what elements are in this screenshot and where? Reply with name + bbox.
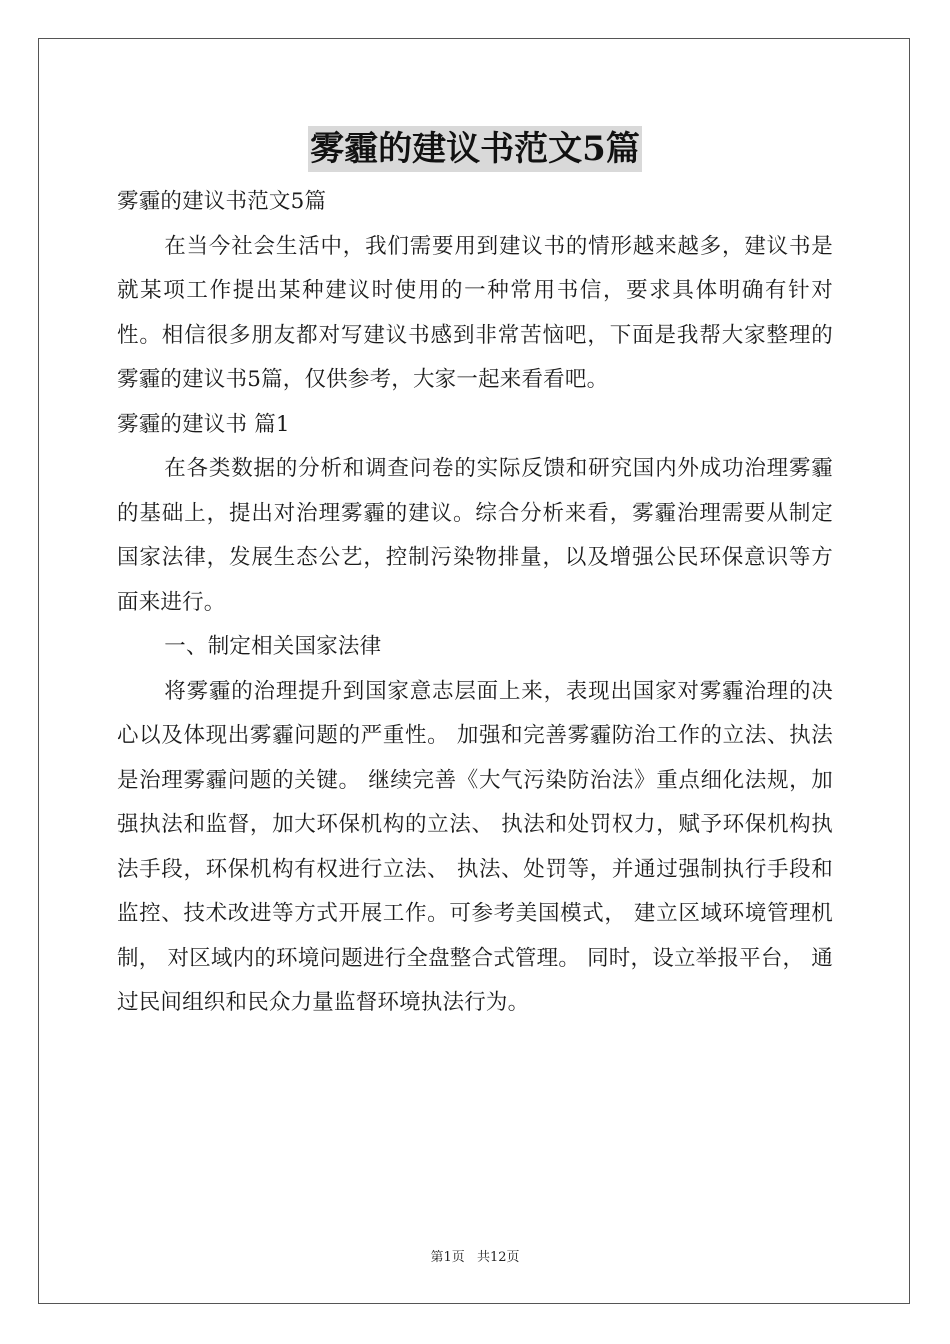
- subsection-heading: 一、制定相关国家法律: [164, 634, 382, 659]
- title-container: [0, 126, 950, 172]
- current-page-number: 第1页: [430, 1250, 465, 1265]
- intro-paragraph: 在当今社会生活中，我们需要用到建议书的情形越来越多，建议书是就某项工作提出某种建议时使用的一种常用书信，要求具体明确有针对性。相信很多朋友都对写建议书感到非常苦恼吧，下面是我帮大家整理的雾霾的建议书5篇，仅供参考，大家一起来看看吧。: [117, 233, 833, 392]
- section-heading: 雾霾的建议书 篇1: [117, 411, 290, 437]
- body-paragraph: 在各类数据的分析和调查问卷的实际反馈和研究国内外成功治理雾霾的基础上，提出对治理雾霾的建议。综合分析来看，雾霾治理需要从制定国家法律，发展生态公艺，控制污染物排量，以及增强公民环保意识等方面来进行。: [117, 456, 833, 615]
- total-page-count: 共12页: [476, 1250, 520, 1265]
- document-body: [117, 180, 833, 1026]
- document-title: 雾霾的建议书范文5篇: [308, 126, 642, 172]
- body-paragraph: 将雾霾的治理提升到国家意志层面上来，表现出国家对雾霾治理的决心以及体现出雾霾问题的严重性。 加强和完善雾霾防治工作的立法、执法是治理雾霾问题的关键。 继续完善《大气污染防治法》重点细化法规，加强执法和监督，加大环保机构的立法、 执法和处罚权力，赋予环保机构执法手段，环保机构有权进行立法、 执法、处罚等，并通过强制执行手段和监控、技术改进等方式开展工作。可参考美国模式， 建立区域环境管理机制， 对区域内的环境问题进行全盘整合式管理。 同时，设立举报平台， 通过民间组织和民众力量监督环境执法行为。: [117, 678, 833, 1015]
- subtitle-line: 雾霾的建议书范文5篇: [117, 189, 327, 214]
- page-footer: [0, 1246, 950, 1265]
